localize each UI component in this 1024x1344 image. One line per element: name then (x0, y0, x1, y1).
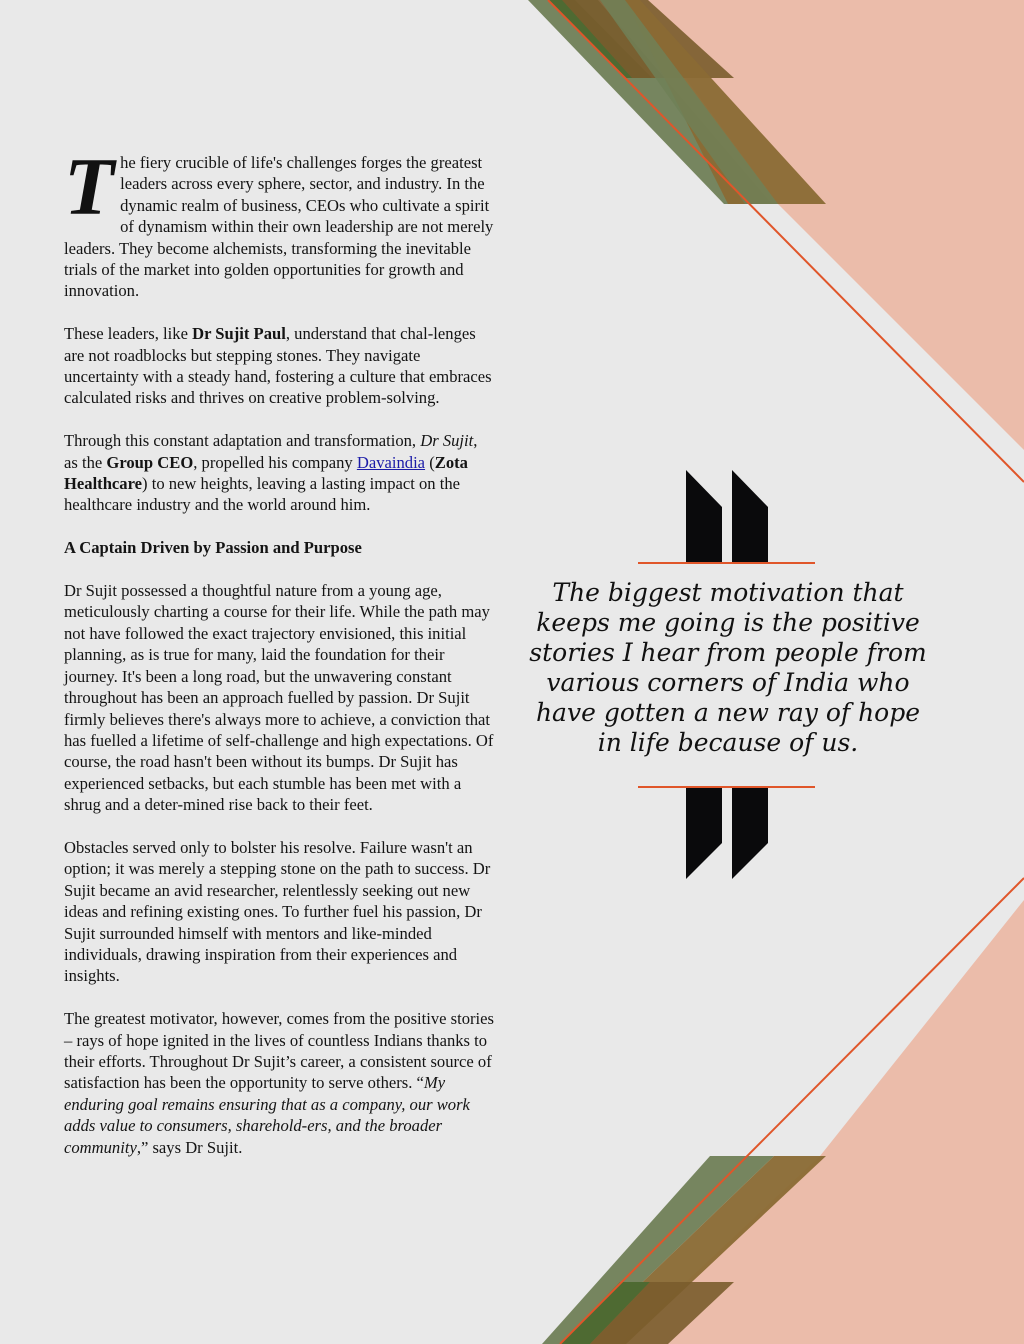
text-span: , understand that chal-lenges are not roadblocks but stepping stones. They navigate uncertainty with a steady hand, fostering a culture that embraces calculated risks and thrives on creative problem-solving. (64, 324, 492, 408)
davaindia-link[interactable]: Davaindia (356, 452, 426, 472)
text-span: The greatest motivator, however, comes from the positive stories – rays of hope ignited in the lives of countless Indians thanks to their efforts. Throughout Dr Sujit’s career, a consistent source of satisfaction has been the opportunity to serve others. “ (64, 1009, 494, 1093)
text-span: Through this constant adaptation and transformation, (64, 431, 421, 451)
inline-quote: My enduring goal remains ensuring that as a company, our work adds value to consumers, sharehold-ers, and the broader community (64, 1073, 470, 1157)
open-quote-icon-right (732, 470, 768, 562)
close-quote-icon-left (686, 788, 722, 879)
text-span: , as the (64, 431, 478, 472)
section-heading: A Captain Driven by Passion and Purpose (64, 538, 362, 558)
text-span: ,” says Dr Sujit. (136, 1137, 243, 1157)
close-quote-icon-right (732, 788, 768, 879)
intro-text: he fiery crucible of life's challenges forges the greatest leaders across every sphere, sector, and industry. In the dynamic realm of business, CEOs who cultivate a spirit of dynamism within their own leadership are not merely leaders. They become alchemists, transforming the inevitable trials of the market into golden opportunities for growth and innovation. (64, 153, 494, 301)
text-span: These leaders, like (64, 324, 193, 344)
pull-quote: The biggest motivation that keeps me going is the positive stories I hear from people from various corners of India who have gotten a new ray of hope in life because of us. (529, 578, 927, 757)
text-span: ) to new heights, leaving a lasting impact on the healthcare industry and the world around him. (64, 474, 461, 515)
paragraph-obstacles: Obstacles served only to bolster his resolve. Failure wasn't an option; it was merely a stepping stone on the path to success. Dr Sujit became an avid researcher, relentlessly seeking out new ideas and refining existing ones. To further fuel his passion, Dr Sujit surrounded himself with mentors and like-minded individuals, drawing inspiration from their experiences and insights. (64, 837, 491, 986)
paragraph-journey: Dr Sujit possessed a thoughtful nature from a young age, meticulously charting a course for their life. While the path may not have followed the exact trajectory envisioned, this initial planning, as is true for many, laid the foundation for their journey. It's been a long road, but the unwavering constant throughout has been an approach fuelled by passion. Dr Sujit firmly believes there's always more to achieve, a conviction that has fuelled a lifetime of self-challenge and high expectations. Of course, the road hasn't been without its bumps. Dr Sujit has experienced setbacks, but each stumble has been met with a shrug and a deter-mined rise back to their feet. (64, 581, 494, 815)
drop-cap: T (64, 141, 115, 232)
open-quote-icon-left (686, 470, 722, 562)
company-zota-healthcare: Zota Healthcare (64, 452, 468, 494)
role-group-ceo: Group CEO (106, 452, 194, 472)
paragraph-transformation (64, 430, 494, 516)
paragraph-intro (64, 141, 494, 302)
text-span: , propelled his company (193, 452, 357, 472)
paragraph-motivator (64, 1008, 494, 1158)
text-span: ( (425, 452, 435, 472)
paragraph-leaders (64, 323, 494, 409)
name-dr-sujit: Dr Sujit (420, 431, 474, 451)
name-dr-sujit-paul: Dr Sujit Paul (192, 324, 286, 344)
article-column (64, 141, 494, 1179)
